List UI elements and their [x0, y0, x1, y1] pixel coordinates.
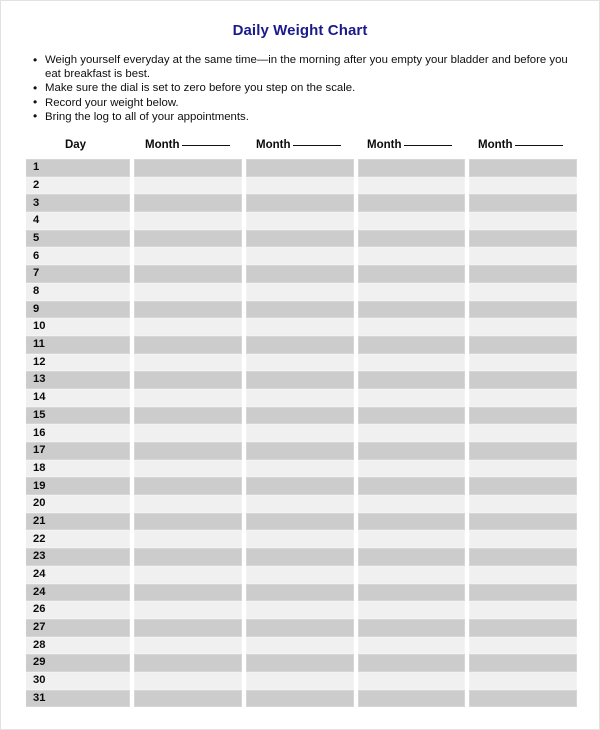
- weight-entry-cell[interactable]: [134, 318, 242, 336]
- weight-entry-cell[interactable]: [358, 442, 466, 460]
- weight-entry-cell[interactable]: [358, 247, 466, 265]
- weight-entry-cell[interactable]: [469, 566, 577, 584]
- weight-entry-cell[interactable]: [246, 283, 354, 301]
- day-number: 11: [33, 338, 45, 351]
- table-row: [26, 637, 577, 655]
- weight-entry-cell[interactable]: [469, 247, 577, 265]
- bullet-icon: •: [33, 80, 38, 95]
- weight-entry-cell[interactable]: [469, 230, 577, 248]
- weight-entry-cell[interactable]: [358, 619, 466, 637]
- weight-entry-cell[interactable]: [358, 601, 466, 619]
- table-row: [26, 442, 577, 460]
- table-row: [26, 601, 577, 619]
- day-number-cell: [26, 212, 130, 230]
- table-row: [26, 584, 577, 602]
- weight-entry-cell[interactable]: [246, 530, 354, 548]
- weight-entry-cell[interactable]: [469, 159, 577, 177]
- weight-entry-cell[interactable]: [358, 265, 466, 283]
- day-number-cell: [26, 177, 130, 195]
- weight-entry-cell[interactable]: [134, 424, 242, 442]
- weight-entry-cell[interactable]: [246, 495, 354, 513]
- weight-entry-cell[interactable]: [134, 283, 242, 301]
- weight-entry-cell[interactable]: [358, 690, 466, 708]
- weight-entry-cell[interactable]: [469, 548, 577, 566]
- column-header-month-label: Month: [478, 139, 513, 151]
- day-number-cell: [26, 230, 130, 248]
- table-row: [26, 619, 577, 637]
- bullet-icon: •: [33, 52, 38, 67]
- table-row: [26, 495, 577, 513]
- weight-entry-cell[interactable]: [358, 230, 466, 248]
- weight-entry-cell[interactable]: [358, 283, 466, 301]
- weight-entry-cell[interactable]: [246, 194, 354, 212]
- table-row: [26, 318, 577, 336]
- weight-entry-cell[interactable]: [469, 584, 577, 602]
- day-number-cell: [26, 690, 130, 708]
- table-header-row: [26, 139, 577, 157]
- table-row: [26, 389, 577, 407]
- instruction-list: [31, 53, 576, 124]
- weight-entry-cell[interactable]: [469, 654, 577, 672]
- weight-entry-cell[interactable]: [358, 460, 466, 478]
- weight-entry-cell[interactable]: [246, 672, 354, 690]
- day-number: 13: [33, 373, 46, 386]
- weight-entry-cell[interactable]: [134, 354, 242, 372]
- weight-entry-cell[interactable]: [134, 601, 242, 619]
- day-number-cell: [26, 159, 130, 177]
- weight-entry-cell[interactable]: [358, 354, 466, 372]
- weight-entry-cell[interactable]: [469, 265, 577, 283]
- day-number: 30: [33, 674, 46, 687]
- weight-entry-cell[interactable]: [134, 584, 242, 602]
- instruction-item: [31, 81, 576, 95]
- day-number-cell: [26, 637, 130, 655]
- day-number: 6: [33, 249, 40, 262]
- weight-entry-cell[interactable]: [246, 690, 354, 708]
- table-row: [26, 354, 577, 372]
- weight-entry-cell[interactable]: [358, 336, 466, 354]
- weight-entry-cell[interactable]: [358, 530, 466, 548]
- column-header-month-label: Month: [145, 139, 180, 151]
- weight-entry-cell[interactable]: [134, 530, 242, 548]
- weight-entry-cell[interactable]: [246, 247, 354, 265]
- weight-entry-cell[interactable]: [134, 230, 242, 248]
- weight-entry-cell[interactable]: [358, 495, 466, 513]
- weight-entry-cell[interactable]: [358, 513, 466, 531]
- weight-entry-cell[interactable]: [134, 301, 242, 319]
- weight-log-table: [26, 139, 577, 707]
- day-number-cell: [26, 194, 130, 212]
- weight-entry-cell[interactable]: [358, 637, 466, 655]
- table-row: [26, 283, 577, 301]
- weight-entry-cell[interactable]: [246, 601, 354, 619]
- day-number-cell: [26, 619, 130, 637]
- weight-entry-cell[interactable]: [134, 690, 242, 708]
- weight-entry-cell[interactable]: [134, 247, 242, 265]
- weight-entry-cell[interactable]: [358, 371, 466, 389]
- weight-entry-cell[interactable]: [469, 672, 577, 690]
- weight-entry-cell[interactable]: [469, 530, 577, 548]
- weight-entry-cell[interactable]: [469, 637, 577, 655]
- table-body: [26, 159, 577, 707]
- day-number: 14: [33, 391, 46, 404]
- day-number: 1: [33, 161, 40, 174]
- weight-entry-cell[interactable]: [134, 407, 242, 425]
- day-number: 26: [33, 603, 46, 616]
- weight-entry-cell[interactable]: [358, 177, 466, 195]
- weight-entry-cell[interactable]: [469, 424, 577, 442]
- table-row: [26, 530, 577, 548]
- weight-entry-cell[interactable]: [469, 407, 577, 425]
- column-header-month-label: Month: [367, 139, 402, 151]
- weight-entry-cell[interactable]: [134, 212, 242, 230]
- weight-entry-cell[interactable]: [246, 407, 354, 425]
- weight-entry-cell[interactable]: [358, 548, 466, 566]
- day-number: 24: [33, 585, 46, 598]
- weight-entry-cell[interactable]: [358, 477, 466, 495]
- day-number-cell: [26, 247, 130, 265]
- day-number-cell: [26, 389, 130, 407]
- day-number-cell: [26, 601, 130, 619]
- table-row: [26, 159, 577, 177]
- table-row: [26, 371, 577, 389]
- weight-entry-cell[interactable]: [469, 690, 577, 708]
- table-row: [26, 247, 577, 265]
- table-row: [26, 654, 577, 672]
- day-number: 19: [33, 479, 46, 492]
- weight-entry-cell[interactable]: [469, 336, 577, 354]
- weight-entry-cell[interactable]: [134, 460, 242, 478]
- instruction-item: [31, 53, 576, 81]
- day-number-cell: [26, 460, 130, 478]
- day-number: 8: [33, 285, 40, 298]
- weight-entry-cell[interactable]: [358, 159, 466, 177]
- table-row: [26, 407, 577, 425]
- weight-entry-cell[interactable]: [246, 637, 354, 655]
- instruction-text: Bring the log to all of your appointments.: [45, 110, 249, 123]
- table-row: [26, 177, 577, 195]
- table-row: [26, 477, 577, 495]
- table-row: [26, 301, 577, 319]
- day-number: 4: [33, 214, 40, 227]
- bullet-icon: •: [33, 95, 38, 110]
- weight-entry-cell[interactable]: [246, 442, 354, 460]
- weight-entry-cell[interactable]: [246, 654, 354, 672]
- weight-entry-cell[interactable]: [134, 637, 242, 655]
- day-number-cell: [26, 477, 130, 495]
- weight-entry-cell[interactable]: [246, 177, 354, 195]
- month-blank-line[interactable]: [182, 145, 230, 146]
- day-number: 27: [33, 621, 46, 634]
- day-number-cell: [26, 265, 130, 283]
- weight-entry-cell[interactable]: [246, 460, 354, 478]
- weight-entry-cell[interactable]: [358, 654, 466, 672]
- table-row: [26, 336, 577, 354]
- weight-entry-cell[interactable]: [134, 177, 242, 195]
- column-header-month: [133, 139, 244, 151]
- weight-entry-cell[interactable]: [246, 513, 354, 531]
- day-number-cell: [26, 566, 130, 584]
- weight-entry-cell[interactable]: [469, 619, 577, 637]
- weight-entry-cell[interactable]: [358, 407, 466, 425]
- weight-entry-cell[interactable]: [469, 495, 577, 513]
- table-row: [26, 690, 577, 708]
- weight-entry-cell[interactable]: [134, 566, 242, 584]
- weight-entry-cell[interactable]: [134, 672, 242, 690]
- day-number: 21: [33, 514, 46, 527]
- weight-entry-cell[interactable]: [358, 318, 466, 336]
- table-row: [26, 548, 577, 566]
- weight-entry-cell[interactable]: [246, 584, 354, 602]
- day-number: 31: [33, 691, 46, 704]
- day-number-cell: [26, 336, 130, 354]
- day-number: 5: [33, 231, 40, 244]
- day-number: 15: [33, 408, 46, 421]
- instruction-item: [31, 96, 576, 110]
- weight-entry-cell[interactable]: [358, 424, 466, 442]
- weight-entry-cell[interactable]: [469, 460, 577, 478]
- weight-entry-cell[interactable]: [134, 495, 242, 513]
- bullet-icon: •: [33, 109, 38, 124]
- day-number-cell: [26, 672, 130, 690]
- day-number: 29: [33, 656, 46, 669]
- page-title: Daily Weight Chart: [232, 22, 368, 39]
- instruction-text: Weigh yourself everyday at the same time—in the morning after you empty your bladder and before you eat breakfast is best.: [45, 54, 568, 81]
- day-number-cell: [26, 495, 130, 513]
- day-number: 18: [33, 461, 46, 474]
- month-blank-line[interactable]: [515, 145, 563, 146]
- weight-entry-cell[interactable]: [134, 194, 242, 212]
- day-number-cell: [26, 584, 130, 602]
- weight-entry-cell[interactable]: [134, 336, 242, 354]
- weight-entry-cell[interactable]: [469, 601, 577, 619]
- weight-entry-cell[interactable]: [469, 283, 577, 301]
- weight-entry-cell[interactable]: [246, 371, 354, 389]
- weight-entry-cell[interactable]: [469, 194, 577, 212]
- weight-entry-cell[interactable]: [134, 513, 242, 531]
- weight-entry-cell[interactable]: [246, 265, 354, 283]
- weight-entry-cell[interactable]: [134, 477, 242, 495]
- day-number: 10: [33, 320, 46, 333]
- weight-entry-cell[interactable]: [358, 301, 466, 319]
- table-row: [26, 194, 577, 212]
- table-row: [26, 265, 577, 283]
- weight-entry-cell[interactable]: [469, 354, 577, 372]
- weight-entry-cell[interactable]: [134, 619, 242, 637]
- column-header-month-label: Month: [256, 139, 291, 151]
- weight-entry-cell[interactable]: [246, 619, 354, 637]
- weight-entry-cell[interactable]: [134, 371, 242, 389]
- weight-entry-cell[interactable]: [246, 336, 354, 354]
- day-number: 24: [33, 568, 46, 581]
- weight-entry-cell[interactable]: [246, 424, 354, 442]
- weight-entry-cell[interactable]: [246, 301, 354, 319]
- day-number-cell: [26, 530, 130, 548]
- day-number: 28: [33, 638, 46, 651]
- table-row: [26, 672, 577, 690]
- weight-entry-cell[interactable]: [358, 212, 466, 230]
- instruction-text: Make sure the dial is set to zero before you step on the scale.: [45, 82, 356, 95]
- weight-entry-cell[interactable]: [469, 318, 577, 336]
- day-number-cell: [26, 548, 130, 566]
- weight-entry-cell[interactable]: [134, 442, 242, 460]
- weight-entry-cell[interactable]: [134, 389, 242, 407]
- column-header-month: [355, 139, 466, 151]
- day-number: 3: [33, 196, 40, 209]
- table-row: [26, 566, 577, 584]
- instruction-item: [31, 110, 576, 124]
- weight-entry-cell[interactable]: [246, 354, 354, 372]
- table-row: [26, 424, 577, 442]
- weight-entry-cell[interactable]: [246, 389, 354, 407]
- weight-entry-cell[interactable]: [469, 513, 577, 531]
- day-number: 16: [33, 426, 46, 439]
- weight-entry-cell[interactable]: [134, 265, 242, 283]
- day-number-cell: [26, 318, 130, 336]
- weight-entry-cell[interactable]: [358, 566, 466, 584]
- day-number-cell: [26, 513, 130, 531]
- weight-entry-cell[interactable]: [246, 159, 354, 177]
- month-blank-line[interactable]: [404, 145, 452, 146]
- day-number: 17: [33, 444, 46, 457]
- weight-entry-cell[interactable]: [246, 230, 354, 248]
- weight-entry-cell[interactable]: [469, 212, 577, 230]
- weight-entry-cell[interactable]: [358, 194, 466, 212]
- day-number: 22: [33, 532, 46, 545]
- weight-entry-cell[interactable]: [246, 548, 354, 566]
- day-number: 20: [33, 497, 46, 510]
- table-row: [26, 460, 577, 478]
- weight-entry-cell[interactable]: [358, 584, 466, 602]
- day-number: 9: [33, 302, 40, 315]
- day-number-cell: [26, 283, 130, 301]
- weight-entry-cell[interactable]: [469, 177, 577, 195]
- day-number: 7: [33, 267, 40, 280]
- weight-entry-cell[interactable]: [134, 654, 242, 672]
- column-header-month: [466, 139, 577, 151]
- weight-entry-cell[interactable]: [358, 672, 466, 690]
- weight-entry-cell[interactable]: [469, 371, 577, 389]
- day-number-cell: [26, 371, 130, 389]
- column-header-month: [244, 139, 355, 151]
- weight-entry-cell[interactable]: [246, 566, 354, 584]
- day-number-cell: [26, 442, 130, 460]
- day-number-cell: [26, 407, 130, 425]
- weight-entry-cell[interactable]: [246, 477, 354, 495]
- weight-entry-cell[interactable]: [134, 159, 242, 177]
- day-number: 12: [33, 355, 46, 368]
- day-number: 23: [33, 550, 46, 563]
- day-number-cell: [26, 654, 130, 672]
- day-number: 2: [33, 178, 40, 191]
- instruction-text: Record your weight below.: [45, 96, 179, 109]
- table-row: [26, 212, 577, 230]
- weight-entry-cell[interactable]: [134, 548, 242, 566]
- day-number-cell: [26, 424, 130, 442]
- table-row: [26, 513, 577, 531]
- weight-entry-cell[interactable]: [469, 389, 577, 407]
- day-number-cell: [26, 354, 130, 372]
- weight-entry-cell[interactable]: [469, 477, 577, 495]
- weight-entry-cell[interactable]: [469, 442, 577, 460]
- weight-entry-cell[interactable]: [358, 389, 466, 407]
- weight-entry-cell[interactable]: [246, 318, 354, 336]
- weight-entry-cell[interactable]: [246, 212, 354, 230]
- month-blank-line[interactable]: [293, 145, 341, 146]
- table-row: [26, 230, 577, 248]
- column-header-day: Day: [64, 139, 87, 151]
- weight-entry-cell[interactable]: [469, 301, 577, 319]
- day-number-cell: [26, 301, 130, 319]
